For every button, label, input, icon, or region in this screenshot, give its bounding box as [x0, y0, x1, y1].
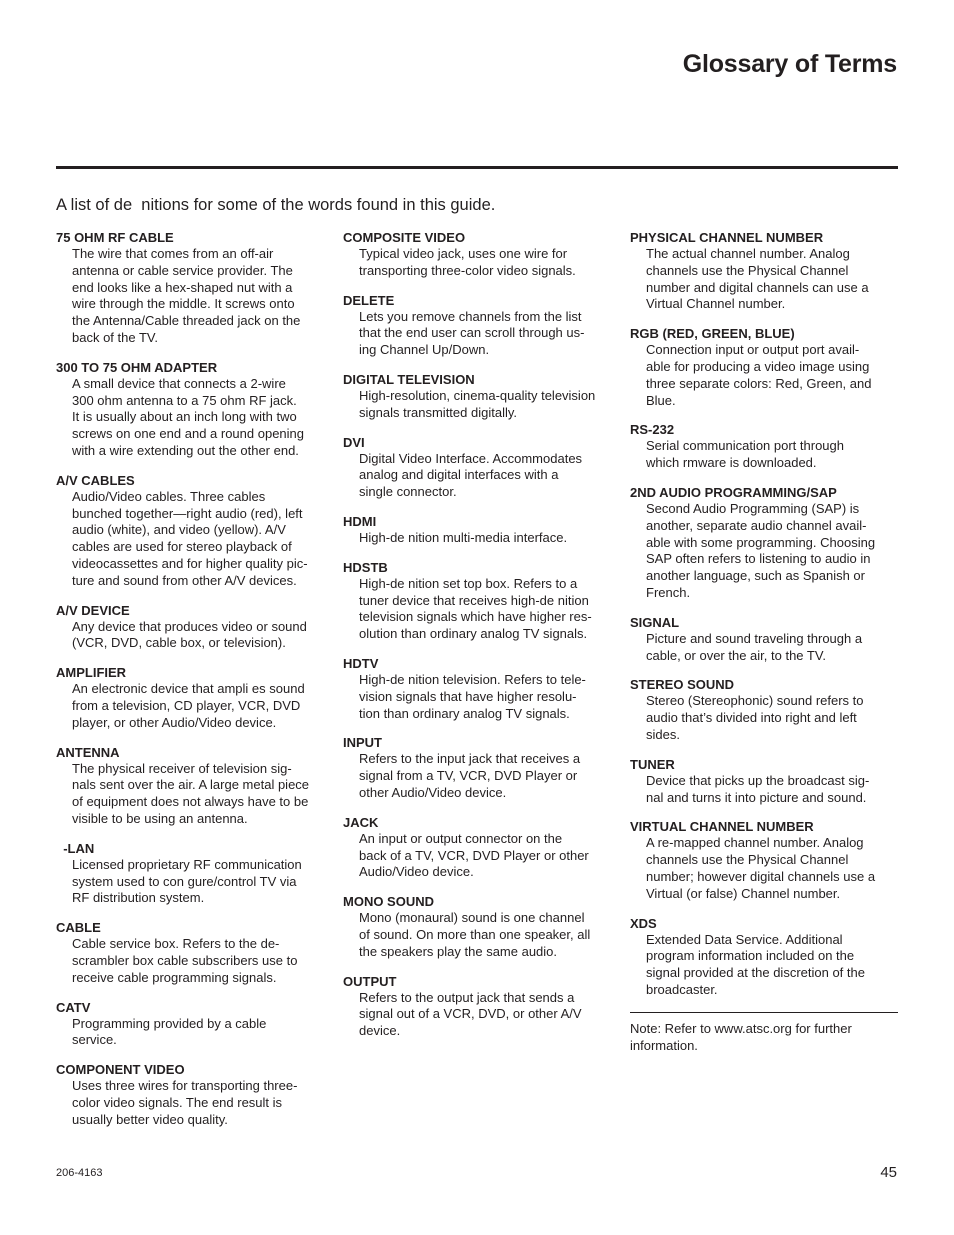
glossary-definition: High-resolution, cinema-quality television signals transmitted digitally.: [359, 387, 596, 420]
glossary-definition: Programming provided by a cable service.: [72, 1015, 267, 1048]
glossary-term: 300 TO 75 OHM ADAPTER: [56, 359, 218, 375]
glossary-entry: [343, 293, 615, 359]
glossary-entry: [56, 665, 328, 731]
glossary-term: -LAN: [56, 840, 95, 856]
glossary-entry: [630, 757, 898, 807]
glossary-definition: Picture and sound traveling through a cable, or over the air, to the TV.: [646, 630, 863, 663]
glossary-entry: [630, 615, 898, 665]
glossary-term: HDTV: [343, 655, 379, 671]
glossary-entry: [630, 422, 898, 472]
glossary-definition: The wire that comes from an off-air antenna or cable service provider. The end looks like a hex-shaped nut with a wire through the middle. It screws onto the Antenna/Cable threaded jack on the back of the TV.: [72, 246, 301, 345]
glossary-term: VIRTUAL CHANNEL NUMBER: [630, 819, 814, 835]
glossary-entry: [343, 514, 615, 547]
page-title: Glossary of Terms: [682, 50, 897, 78]
glossary-term: ANTENNA: [56, 744, 120, 760]
glossary-definition: Any device that produces video or sound (VCR, DVD, cable box, or television).: [72, 618, 307, 651]
glossary-definition: High-de nition multi-media interface.: [359, 529, 568, 545]
glossary-entry: [630, 230, 898, 313]
glossary-definition: Refers to the input jack that receives a signal from a TV, VCR, DVD Player or other Audio/Video device.: [359, 751, 581, 800]
glossary-definition: Digital Video Interface. Accommodates analog and digital interfaces with a single connector.: [359, 450, 583, 500]
footnote: Note: Refer to www.atsc.org for further information.: [630, 1020, 852, 1053]
glossary-entry: [343, 735, 615, 801]
glossary-definition: Device that picks up the broadcast sig- nal and turns it into picture and sound.: [646, 772, 870, 805]
glossary-definition: Typical video jack, uses one wire for transporting three-color video signals.: [359, 246, 576, 278]
glossary-term: TUNER: [630, 756, 675, 772]
glossary-definition: The physical receiver of television sig- nals sent over the air. A large metal piece of equipment does not always have to be visible to be using an antenna.: [72, 760, 310, 826]
glossary-term: A/V CABLES: [56, 472, 135, 488]
glossary-definition: An electronic device that ampli es sound from a television, CD player, VCR, DVD player, or other Audio/Video device.: [72, 681, 305, 730]
glossary-entry: [56, 745, 328, 828]
glossary-definition: Serial communication port through which rmware is downloaded.: [646, 438, 844, 471]
glossary-entry: [630, 485, 898, 602]
glossary-entry: [56, 230, 328, 347]
glossary-term: COMPONENT VIDEO: [56, 1062, 185, 1078]
glossary-term: MONO SOUND: [343, 894, 434, 910]
glossary-term: RS-232: [630, 422, 675, 438]
glossary-definition: Refers to the output jack that sends a signal out of a VCR, DVD, or other A/V device.: [359, 989, 582, 1039]
note-divider: [630, 1012, 898, 1013]
glossary-entry: [630, 326, 898, 409]
glossary-term: PHYSICAL CHANNEL NUMBER: [630, 230, 824, 245]
glossary-entry: [56, 603, 328, 653]
glossary-term: XDS: [630, 915, 657, 931]
glossary-column-3: [630, 230, 898, 1054]
glossary-entry: [630, 916, 898, 999]
glossary-term: 75 OHM RF CABLE: [56, 230, 174, 245]
intro-text: A list of de nitions for some of the words found in this guide.: [56, 196, 496, 214]
glossary-entry: [630, 819, 898, 902]
glossary-term: COMPOSITE VIDEO: [343, 230, 466, 245]
glossary-entry: [343, 974, 615, 1040]
glossary-term: AMPLIFIER: [56, 665, 127, 681]
glossary-definition: Cable service box. Refers to the de- scrambler box cable subscribers use to receive cable programming signals.: [72, 936, 298, 985]
glossary-column-1: [56, 230, 328, 1141]
glossary-entry: [56, 473, 328, 590]
glossary-column-2: [343, 230, 615, 1053]
glossary-entry: [56, 1062, 328, 1128]
glossary-entry: [56, 1000, 328, 1050]
glossary-term: JACK: [343, 814, 379, 830]
glossary-term: DVI: [343, 434, 365, 450]
title-divider: [56, 166, 898, 169]
glossary-definition: High-de nition television. Refers to tele- vision signals that have higher resolu- tion than ordinary analog TV signals.: [359, 671, 586, 721]
glossary-definition: The actual channel number. Analog channels use the Physical Channel number and digital channels can use a Virtual Channel number.: [646, 246, 869, 312]
glossary-definition: A small device that connects a 2-wire 300 ohm antenna to a 75 ohm RF jack. It is usually about an inch long with two screws on one end and a round opening with a wire extending out the other end.: [72, 375, 305, 458]
glossary-term: SIGNAL: [630, 614, 680, 630]
glossary-definition: Uses three wires for transporting three- color video signals. The end result is usually better video quality.: [72, 1078, 298, 1127]
glossary-definition: Stereo (Stereophonic) sound refers to audio that’s divided into right and left sides.: [646, 693, 864, 742]
glossary-definition: Lets you remove channels from the list that the end user can scroll through us- ing Channel Up/Down.: [359, 308, 585, 358]
glossary-entry: [343, 656, 615, 722]
glossary-definition: An input or output connector on the back of a TV, VCR, DVD Player or other Audio/Video device.: [359, 830, 589, 880]
glossary-entry: [343, 230, 615, 280]
glossary-term: STEREO SOUND: [630, 677, 735, 693]
glossary-entry: [56, 360, 328, 460]
glossary-entry: [343, 372, 615, 422]
glossary-entry: [56, 841, 328, 907]
document-code: 206-4163: [56, 1167, 103, 1179]
glossary-definition: A re-mapped channel number. Analog channels use the Physical Channel number; however digital channels use a Virtual (or false) Channel number.: [646, 835, 876, 901]
glossary-term: DELETE: [343, 292, 395, 308]
glossary-entry: [343, 435, 615, 501]
glossary-definition: Extended Data Service. Additional program information included on the signal provided at the discretion of the broadcaster.: [646, 931, 865, 997]
glossary-entry: [343, 560, 615, 643]
glossary-term: OUTPUT: [343, 973, 397, 989]
glossary-definition: Mono (monaural) sound is one channel of sound. On more than one speaker, all the speakers play the same audio.: [359, 910, 591, 959]
glossary-term: 2ND AUDIO PROGRAMMING/SAP: [630, 484, 837, 500]
glossary-definition: High-de nition set top box. Refers to a tuner device that receives high-de nition television signals which have higher res- olution than ordinary analog TV signals.: [359, 575, 592, 642]
glossary-term: CATV: [56, 999, 91, 1015]
glossary-entry: [343, 815, 615, 881]
glossary-definition: Connection input or output port avail- able for producing a video image using three separate colors: Red, Green, and Blue.: [646, 342, 872, 408]
glossary-term: RGB (RED, GREEN, BLUE): [630, 326, 795, 342]
glossary-term: INPUT: [343, 735, 382, 751]
glossary-definition: Licensed proprietary RF communication system used to con gure/control TV via RF distribution system.: [72, 856, 302, 906]
glossary-definition: Audio/Video cables. Three cables bunched together—right audio (red), left audio (white), and video (yellow). A/V cables are used for stereo playback of videocassettes and for higher quality pic- ture and sound from other A/V devices.: [72, 488, 308, 588]
glossary-term: A/V DEVICE: [56, 602, 130, 618]
glossary-definition: Second Audio Programming (SAP) is another, separate audio channel avail- able with some programming. Choosing SAP often refers to listening to audio in another language, such as Spanish or French.: [646, 500, 876, 600]
page-number: 45: [880, 1164, 897, 1181]
glossary-term: HDMI: [343, 513, 377, 529]
glossary-term: DIGITAL TELEVISION: [343, 371, 475, 387]
glossary-entry: [56, 920, 328, 986]
glossary-entry: [630, 677, 898, 743]
glossary-term: CABLE: [56, 920, 101, 936]
glossary-entry: [343, 894, 615, 960]
glossary-term: HDSTB: [343, 559, 388, 575]
